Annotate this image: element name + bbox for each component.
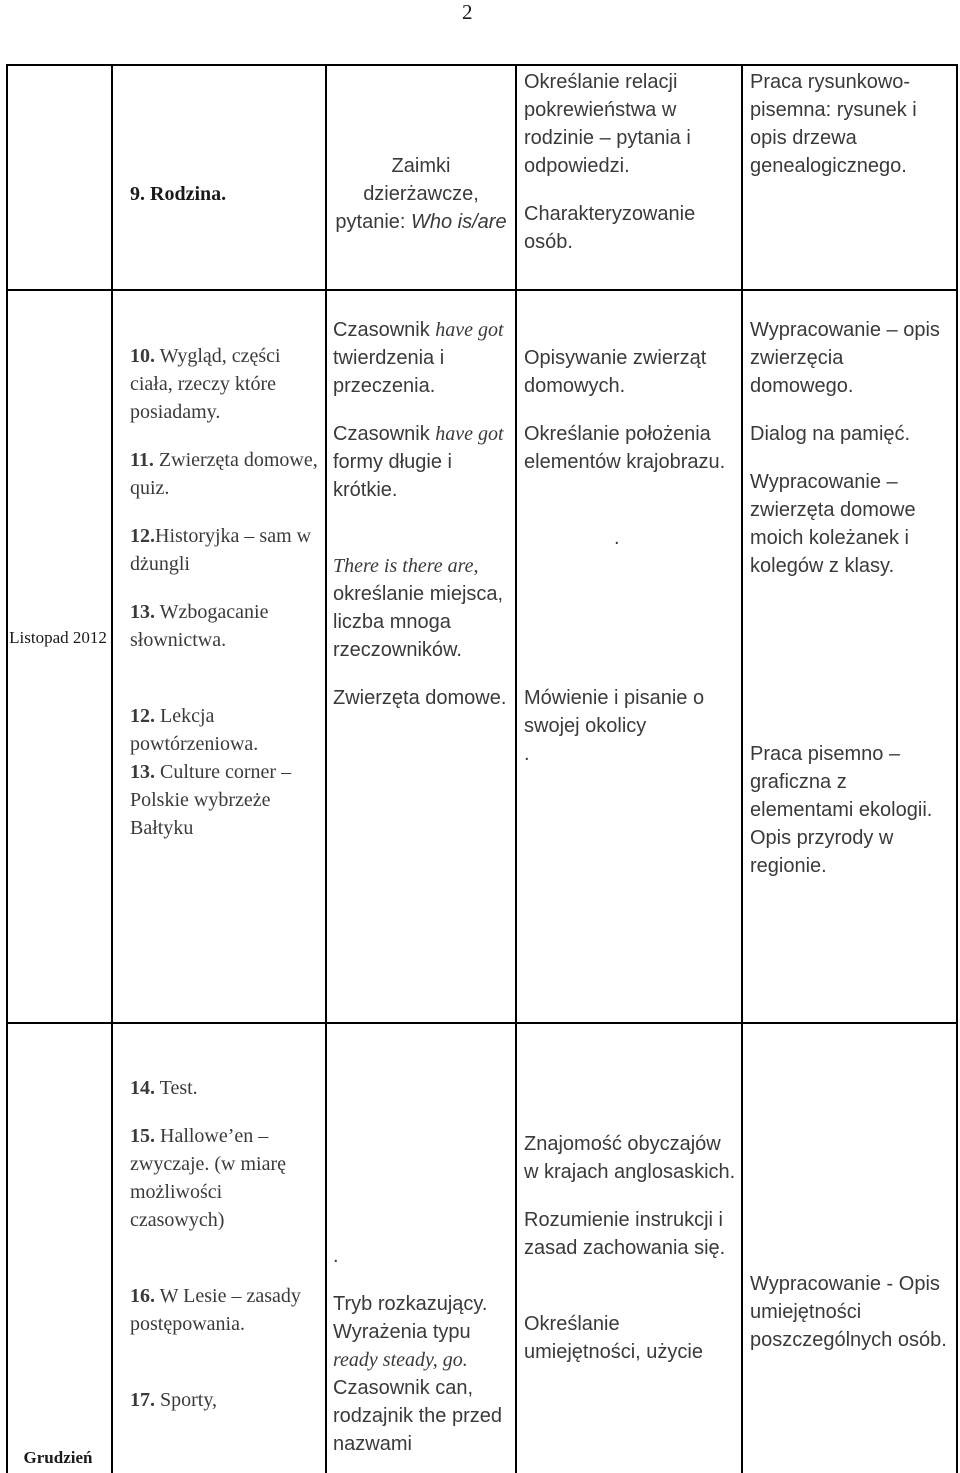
skill-item: Rozumienie instrukcji i zasad zachowania się.: [524, 1209, 726, 1259]
grammar-item: Zwierzęta domowe.: [333, 687, 507, 709]
task-item: Wypracowanie – zwierzęta domowe moich koleżanek i kolegów z klasy.: [750, 471, 916, 577]
topic-item: 15. Hallowe’en – zwyczaje. (w miarę możliwości czasowych): [130, 1125, 287, 1231]
skill-item: .: [524, 743, 530, 765]
task-item: Wypracowanie – opis zwierzęcia domowego.: [750, 319, 940, 397]
page-number: 2: [462, 0, 473, 24]
topic-item: 9. Rodzina.: [130, 183, 227, 205]
task-item: Praca pisemno – graficzna z elementami ekologii. Opis przyrody w regionie.: [750, 743, 933, 877]
grammar-item: Czasownik have got twierdzenia i przeczenia.: [333, 319, 504, 397]
grammar-item: Zaimki dzierżawcze, pytanie: Who is/are: [335, 155, 507, 233]
topic-item: 12. Lekcja powtórzeniowa.: [130, 705, 259, 755]
row-divider-1: [6, 289, 958, 291]
tasks-cell-row-3: [750, 1270, 950, 1354]
topic-item: 11. Zwierzęta domowe, quiz.: [130, 449, 318, 499]
grammar-item: Czasownik have got formy długie i krótkie.: [333, 423, 504, 501]
skill-item: Określanie relacji pokrewieństwa w rodzinie – pytania i odpowiedzi.: [524, 71, 691, 177]
topic-item: 10. Wygląd, części ciała, rzeczy które posiadamy.: [130, 345, 281, 423]
grammar-cell-row-1: [333, 152, 509, 236]
topic-item: 13. Culture corner – Polskie wybrzeże Bałtyku: [130, 761, 292, 839]
grammar-cell-row-3: [333, 1242, 513, 1458]
skill-item: Znajomość obyczajów w krajach anglosaskich.: [524, 1133, 736, 1183]
topics-cell-row-1: [130, 180, 320, 208]
skill-item: Charakteryzowanie osób.: [524, 203, 696, 253]
month-label: Grudzień: [23, 1448, 93, 1467]
row-divider-2: [6, 1022, 958, 1024]
column-divider-grammar: [515, 64, 517, 1473]
skill-item: Opisywanie zwierząt domowych.: [524, 347, 707, 397]
skills-cell-row-2: [524, 344, 736, 768]
task-item: Dialog na pamięć.: [750, 423, 911, 445]
tasks-cell-row-2: [750, 316, 950, 880]
column-divider-topics: [325, 64, 327, 1473]
column-divider-month: [111, 64, 113, 1473]
topics-cell-row-3: [130, 1074, 320, 1414]
skill-item: Mówienie i pisanie o swojej okolicy: [524, 687, 705, 737]
column-divider-skills: [741, 64, 743, 1473]
task-item: Praca rysunkowo-pisemna: rysunek i opis drzewa genealogicznego.: [750, 71, 917, 177]
skill-item: Określanie położenia elementów krajobrazu.: [524, 423, 726, 473]
skill-item: .: [614, 527, 620, 549]
grammar-item: Tryb rozkazujący. Wyrażenia typu ready steady, go. Czasownik can, rodzajnik the przed nazwami: [333, 1293, 502, 1455]
topic-item: 17. Sporty,: [130, 1389, 218, 1411]
topic-item: 12.Historyjka – sam w dżungli: [130, 525, 312, 575]
grammar-item: There is there are, określanie miejsca, liczba mnoga rzeczowników.: [333, 555, 504, 661]
topic-item: 13. Wzbogacanie słownictwa.: [130, 601, 269, 651]
month-cell-listopad: [8, 626, 108, 650]
topics-cell-row-2: [130, 342, 320, 842]
task-item: Wypracowanie - Opis umiejętności poszczególnych osób.: [750, 1273, 947, 1351]
tasks-cell-row-1: [750, 68, 950, 180]
topic-item: 14. Test.: [130, 1077, 198, 1099]
skills-cell-row-1: [524, 68, 734, 256]
grammar-item: .: [333, 1245, 339, 1267]
topic-item: 16. W Lesie – zasady postępowania.: [130, 1285, 301, 1335]
grammar-cell-row-2: [333, 316, 511, 712]
skills-cell-row-3: [524, 1130, 736, 1366]
skill-item: Określanie umiejętności, użycie: [524, 1313, 703, 1363]
month-cell-grudzien: [8, 1446, 108, 1470]
month-label: Listopad 2012: [9, 628, 107, 647]
